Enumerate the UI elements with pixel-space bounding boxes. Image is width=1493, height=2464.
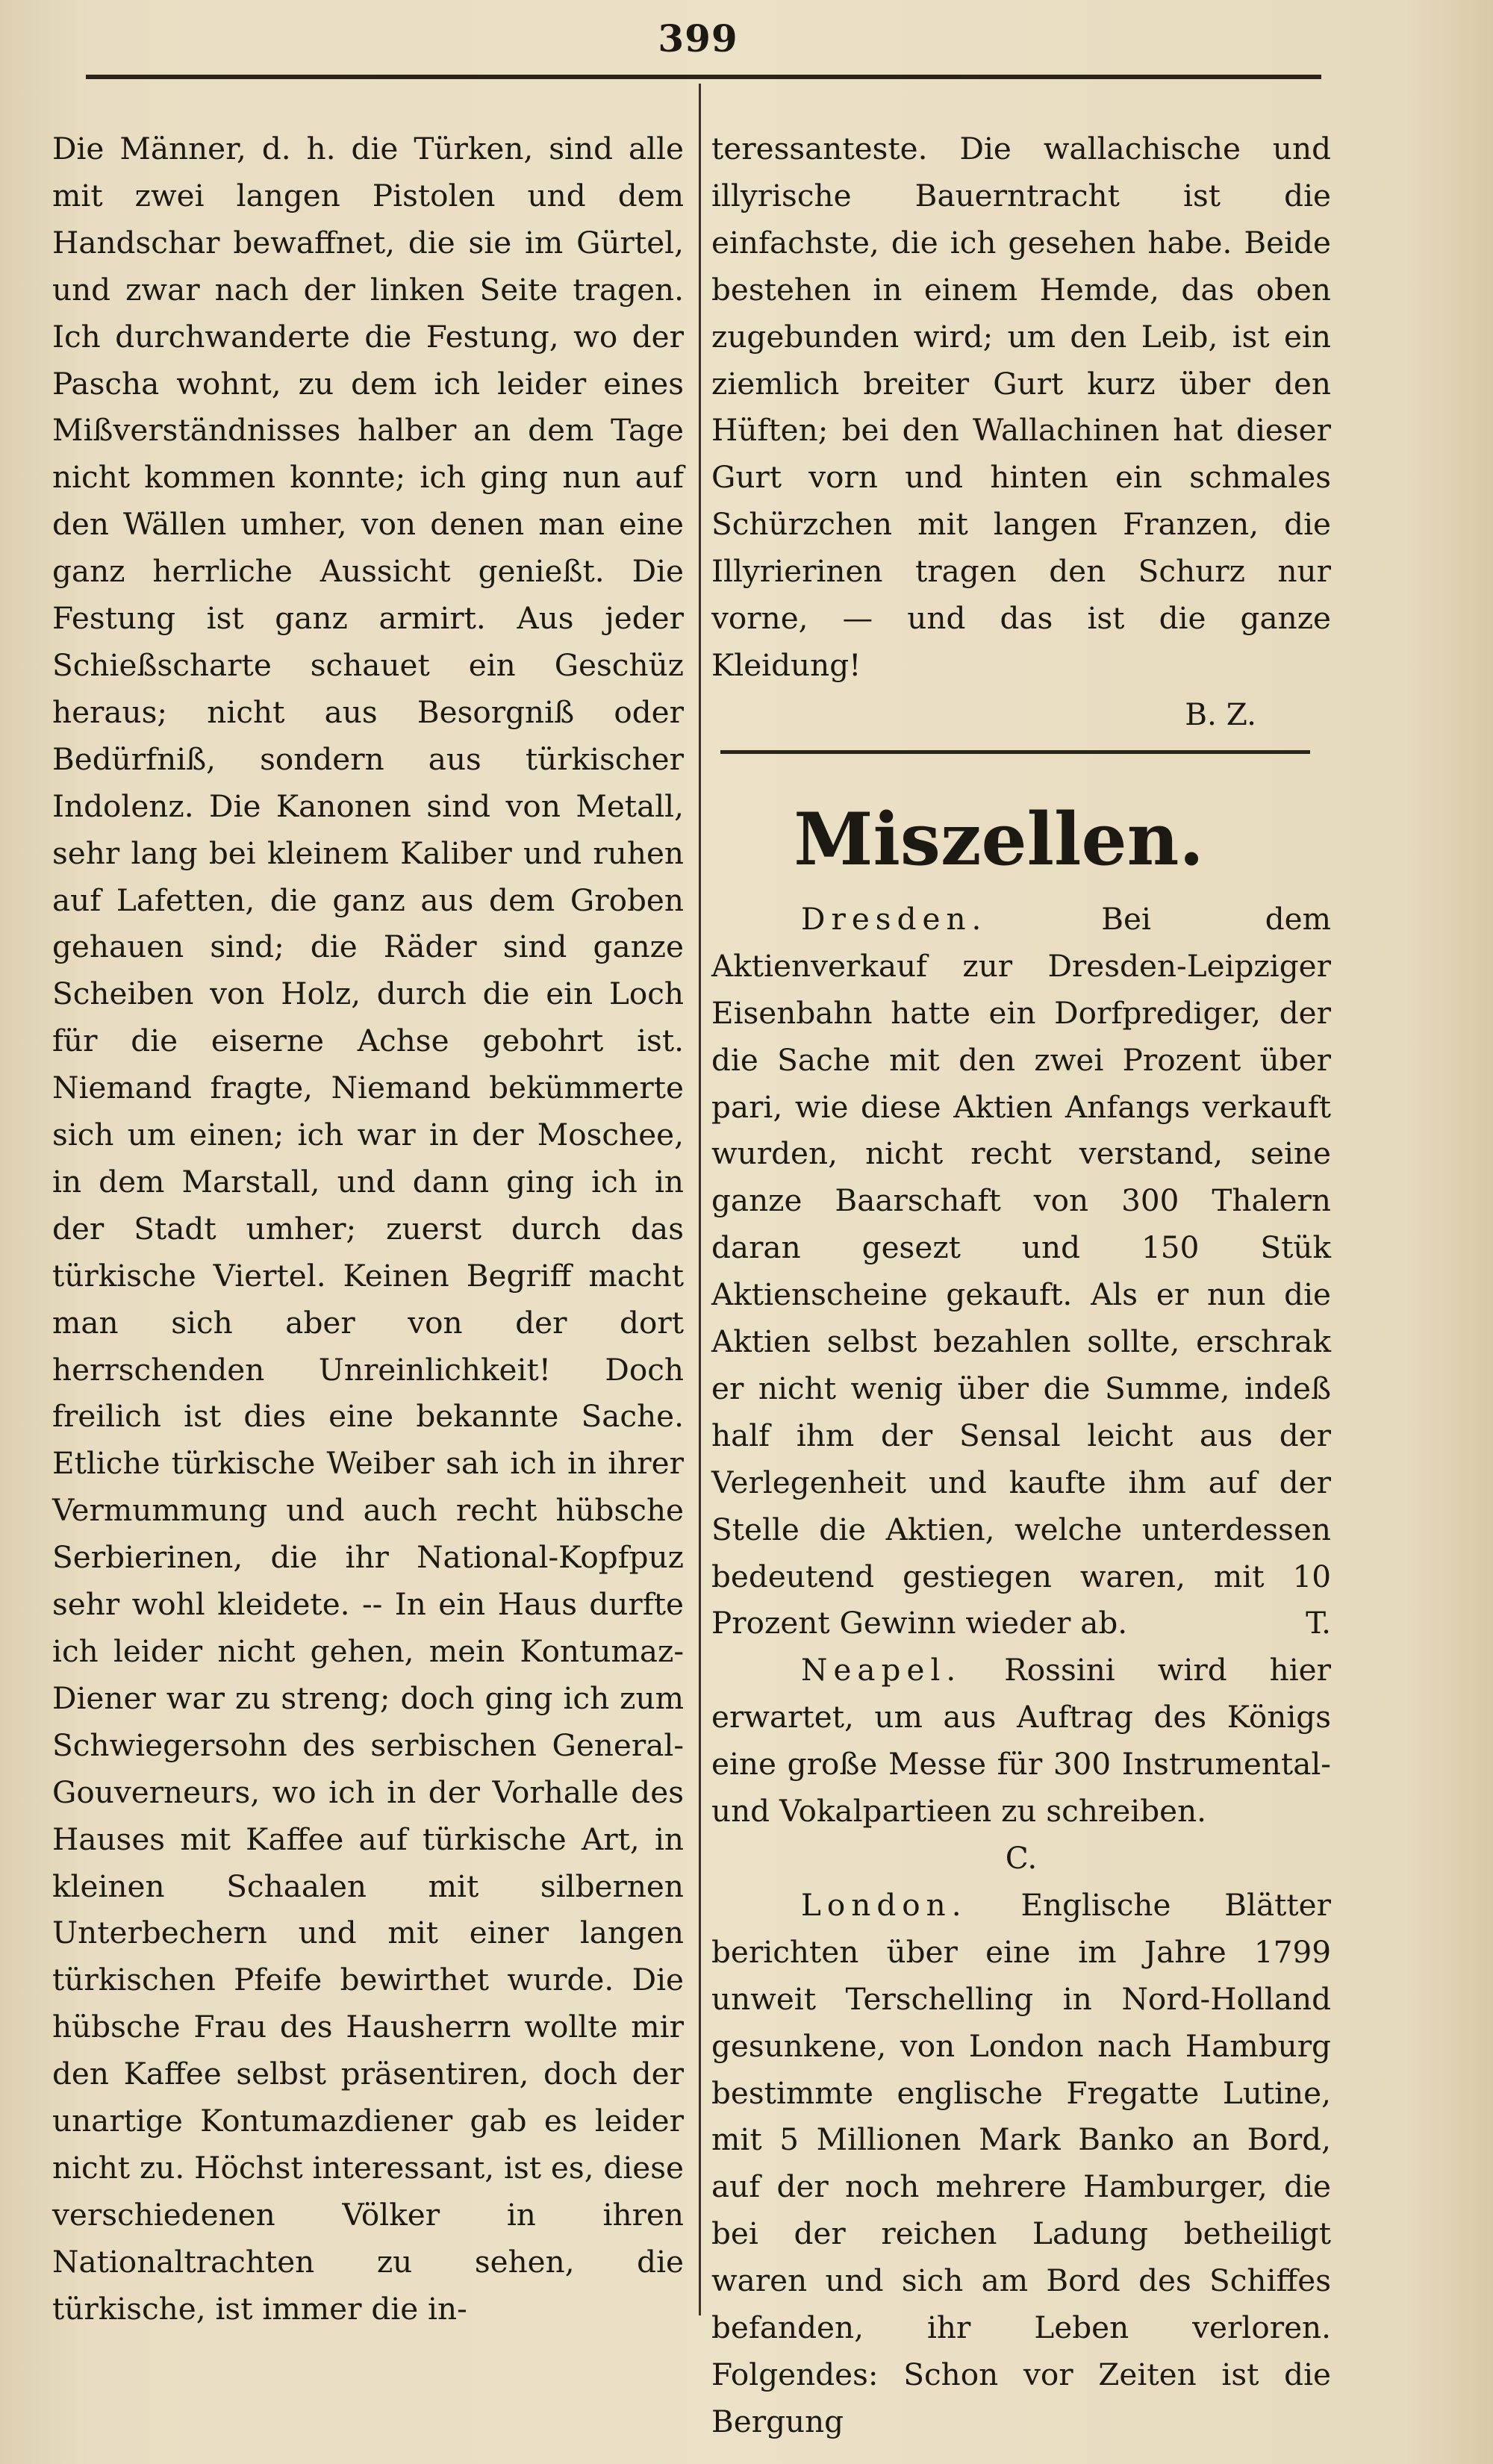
news-item-dresden xyxy=(711,896,1331,1647)
author-signature: B. Z. xyxy=(1185,696,1256,732)
travel-report-paragraph: Die Männer, d. h. die Türken, sind alle mit zwei langen Pistolen und dem Handschar bewaffnet, die sie im Gürtel, und zwar nach der linken Seite tragen. Ich durchwanderte die Festung, wo der Pascha wohnt, zu dem ich leider eines Mißverständnisses halber an dem Tage nicht kommen konnte; ich ging nun auf den Wällen umher, von denen man eine ganz herrliche Aussicht genießt. Die Festung ist ganz armirt. Aus jeder Schießscharte schauet ein Geschüz heraus; nicht aus Besorgniß oder Bedürfniß, sondern aus türkischer Indolenz. Die Kanonen sind von Metall, sehr lang bei kleinem Kaliber und ruhen auf Lafetten, die ganz aus dem Groben gehauen sind; die Räder sind ganze Scheiben von Holz, durch die ein Loch für die eiserne Achse gebohrt ist. Niemand fragte, Niemand bekümmerte sich um einen; ich war in der Moschee, in dem Marstall, und dann ging ich in der Stadt umher; zuerst durch das türkische Viertel. Keinen Begriff macht man sich aber von der dort herrschenden Unreinlichkeit! Doch freilich ist dies eine bekannte Sache. Etliche türkische Weiber sah ich in ihrer Vermummung und auch recht hübsche Serbierinen, die ihr National-Kopfpuz sehr wohl kleidete. -- In ein Haus durfte ich leider nicht gehen, mein Kontumaz-Diener war zu streng; doch ging ich zum Schwiegersohn des serbischen General-Gouverneurs, wo ich in der Vorhalle des Hauses mit Kaffee auf türkische Art, in kleinen Schaalen mit silbernen Unterbechern und mit einer langen türkischen Pfeife bewirthet wurde. Die hübsche Frau des Hausherrn wollte mir den Kaffee selbst präsentiren, doch der unartige Kontumazdiener gab es leider nicht zu. Höchst interessant, ist es, diese verschiedenen Völker in ihren Nationaltrachten zu sehen, die türkische, ist immer die in- xyxy=(52,131,684,2327)
news-text-neapel: Rossini wird hier erwartet, um aus Auftrag des Königs eine große Messe für 300 Instrumental- und Vokalpartieen zu schreiben. xyxy=(711,1652,1332,1830)
section-title: Miszellen. xyxy=(794,796,1204,882)
signature-neapel: C. xyxy=(1005,1840,1038,1876)
news-text-dresden: Bei dem Aktienverkauf zur Dresden-Leipziger Eisenbahn hatte ein Dorfprediger, der die Sache mit den zwei Prozent über pari, wie diese Aktien Anfangs verkauft wurden, nicht recht verstand, seine ganze Baarschaft von 300 Thalern daran gesezt und 150 Stük Aktienscheine gekauft. Als er nun die Aktien selbst bezahlen sollte, erschrak er nicht wenig über die Summe, indeß half ihm der Sensal leicht aus der Verlegenheit und kaufte ihm auf der Stelle die Aktien, welche unterdessen bedeutend gestiegen waren, mit 10 Prozent Gewinn wieder ab. xyxy=(711,900,1332,1641)
news-text-london: Englische Blätter berichten über eine im Jahre 1799 unweit Terschelling in Nord-Holland gesunkene, von London nach Hamburg bestimmte englische Fregatte Lutine, mit 5 Millionen Mark Banko an Bord, auf der noch mehrere Hamburger, die bei der reichen Ladung betheiligt waren und sich am Bord des Schiffes befanden, ihr Leben verloren. Folgendes: Schon vor Zeiten ist die Bergung xyxy=(711,1886,1331,2439)
dateline-dresden: Dresden. xyxy=(801,900,988,937)
right-column xyxy=(711,125,1331,2445)
left-column xyxy=(52,125,684,2333)
dateline-neapel: Neapel. xyxy=(801,1652,962,1688)
news-item-neapel xyxy=(711,1647,1331,1835)
page-number: 399 xyxy=(658,16,738,60)
header-rule xyxy=(86,75,1321,79)
travel-report-continuation: teressanteste. Die wallachische und illyrische Bauerntracht ist die einfachste, die ich gesehen habe. Beide bestehen in einem Hemde, das oben zugebunden wird; um den Leib, ist ein ziemlich breiter Gurt kurz über den Hüften; bei den Wallachinen hat dieser Gurt vorn und hinten ein schmales Schürzchen mit langen Franzen, die Illyrierinen tragen den Schurz nur vorne, — und das ist die ganze Kleidung! xyxy=(711,131,1331,683)
dateline-london: London. xyxy=(801,1886,967,1923)
signature-dresden: T. xyxy=(1306,1605,1331,1641)
column-divider xyxy=(699,84,701,2315)
news-item-london xyxy=(711,1882,1331,2445)
section-rule xyxy=(720,750,1310,754)
